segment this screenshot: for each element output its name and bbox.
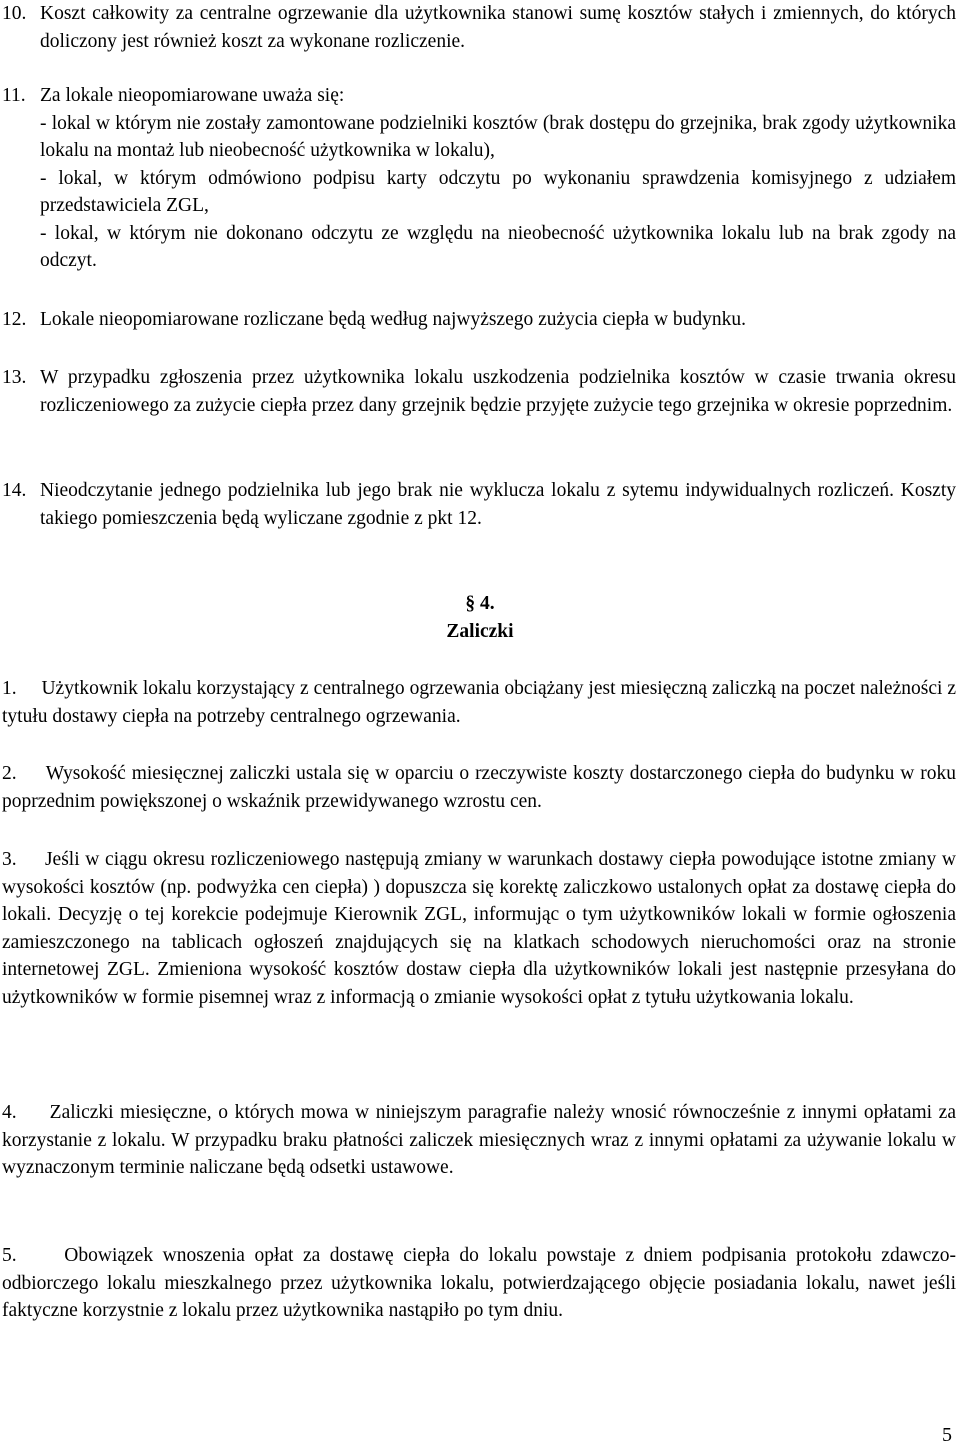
paragraph-text: Użytkownik lokalu korzystający z centralnego ogrzewania obciążany jest miesięczną zaliczką na poczet należności z tytułu dostawy ciepła na potrzeby centralnego ogrzewania. (2, 678, 957, 727)
paragraph-number: 2. (2, 763, 17, 784)
paragraph-11 (2, 82, 956, 275)
paragraph-number: 1. (2, 678, 17, 699)
section-paragraph-2 (2, 760, 956, 815)
list-item: - lokal w którym nie zostały zamontowane podzielniki kosztów (brak dostępu do grzejnika, brak zgody użytkownika lokalu na montaż lub nieobecność użytkownika w lokalu), (40, 112, 956, 161)
list-item: - lokal, w którym nie dokonano odczytu ze względu na nieobecność użytkownika lokalu lub na brak zgody na odczyt. (40, 222, 956, 271)
paragraph-text: Jeśli w ciągu okresu rozliczeniowego następują zmiany w warunkach dostawy ciepła powodujące istotne zmiany w wysokości kosztów (np. podwyżka cen ciepła) ) dopuszcza się korektę zaliczkowo ustalonych opłat za dostawę ciepła do lokali. Decyzję o tej korekcie podejmuje Kierownik ZGL, informując o tym użytkowników lokali w formie ogłoszenia zamieszczonego na tablicach ogłoszeń znajdujących się na klatkach schodowych nieruchomości oraz na stronie internetowej ZGL. Zmieniona wysokość kosztów dostaw ciepła dla użytkowników lokali jest następnie przesyłana do użytkowników w formie pisemnej wraz z informacją o zmianie wysokości opłat z tytułu użytkowania lokalu. (2, 849, 957, 1008)
page-number: 5 (942, 1424, 952, 1446)
paragraph-text: Koszt całkowity za centralne ogrzewanie dla użytkownika stanowi sumę kosztów stałych i zmiennych, do których doliczony jest również koszt za wykonane rozliczenie. (40, 3, 956, 52)
section-paragraph-3 (2, 846, 956, 1011)
paragraph-text: Nieodczytanie jednego podzielnika lub jego brak nie wyklucza lokalu z sytemu indywidualnych rozliczeń. Koszty takiego pomieszczenia będą wyliczane zgodnie z pkt 12. (40, 480, 956, 529)
paragraph-text: Za lokale nieopomiarowane uważa się: (40, 85, 345, 106)
paragraph-number: 11. (2, 85, 26, 106)
section-paragraph-5 (2, 1242, 956, 1325)
paragraph-number: 5. (2, 1245, 17, 1266)
paragraph-14 (2, 477, 956, 532)
paragraph-text: Lokale nieopomiarowane rozliczane będą według najwyższego zużycia ciepła w budynku. (40, 309, 747, 330)
paragraph-number: 12. (2, 309, 27, 330)
paragraph-number: 13. (2, 367, 27, 388)
list-item: - lokal, w którym odmówiono podpisu karty odczytu po wykonaniu sprawdzenia komisyjnego z udziałem przedstawiciela ZGL, (40, 167, 956, 216)
paragraph-13 (2, 364, 956, 419)
section-symbol: § (465, 593, 476, 614)
paragraph-10 (2, 0, 956, 55)
paragraph-text: Obowiązek wnoszenia opłat za dostawę ciepła do lokalu powstaje z dniem podpisania protokołu zdawczo-odbiorczego lokalu mieszkalnego przez użytkownika lokalu, potwierdzającego objęcie posiadania lokalu, nawet jeśli faktyczne korzystnie z lokalu przez użytkownika nastąpiło po tym dniu. (2, 1245, 956, 1321)
section-heading (0, 590, 960, 646)
section-paragraph-4 (2, 1099, 956, 1182)
paragraph-text: Zaliczki miesięczne, o których mowa w niniejszym paragrafie należy wnosić równocześnie z innymi opłatami za korzystanie z lokalu. W przypadku braku płatności zaliczek miesięcznych wraz z innymi opłatami za używanie lokalu w wyznaczonym terminie naliczane będą odsetki ustawowe. (2, 1102, 956, 1178)
paragraph-number: 14. (2, 480, 27, 501)
section-number: 4. (480, 593, 495, 614)
paragraph-text: Wysokość miesięcznej zaliczki ustala się w oparciu o rzeczywiste koszty dostarczonego ciepła do budynku w roku poprzednim powiększonej o wskaźnik przewidywanego wzrostu cen. (2, 763, 957, 812)
paragraph-number: 3. (2, 849, 17, 870)
section-paragraph-1 (2, 675, 956, 730)
paragraph-12 (2, 306, 956, 334)
paragraph-text: W przypadku zgłoszenia przez użytkownika lokalu uszkodzenia podzielnika kosztów w czasie trwania okresu rozliczeniowego za zużycie ciepła przez dany grzejnik będzie przyjęte zużycie tego grzejnika w okresie poprzednim. (40, 367, 956, 416)
section-title: Zaliczki (446, 621, 514, 642)
paragraph-number: 10. (2, 3, 27, 24)
paragraph-number: 4. (2, 1102, 17, 1123)
